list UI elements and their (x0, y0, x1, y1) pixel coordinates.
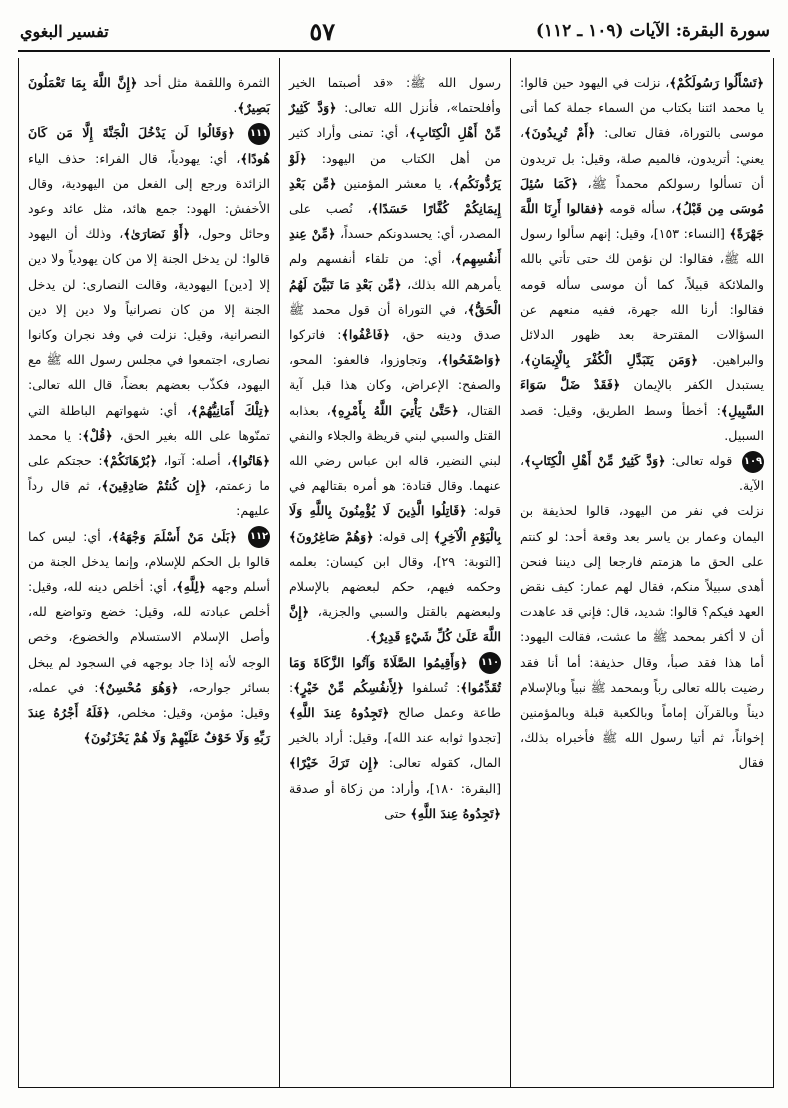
quran-quote: ﴿بُرْهَانَكُمْ﴾ (102, 453, 158, 469)
quran-quote: ﴿فَقَدْ ضَلَّ سَوَاءَ السَّبِيلِ﴾ (520, 377, 764, 418)
paragraph (28, 524, 270, 751)
quran-quote: ﴿تَسْأَلُوا رَسُولَكُمْ﴾ (669, 75, 764, 90)
quran-quote: ﴿إِنَّ اللَّهَ بِمَا تَعْمَلُونَ بَصِيرٌ﴾ (28, 75, 270, 116)
commentary-text (235, 125, 244, 140)
quran-quote: ﴿وَدَّ كَثِيرٌ مِّنْ أَهْلِ الْكِتَابِ﴾ (524, 453, 666, 469)
commentary-text: ، يعني: أتريدون، فالميم صلة، وقيل: بل تريدون أن تسألوا رسولكم محمداً ﷺ، (520, 125, 764, 191)
quran-quote: ﴿وَاصْفَحُوا﴾ (441, 352, 501, 368)
commentary-text: : تُسلفوا (404, 679, 461, 695)
commentary-text: [تجدوا ثوابه عند الله]، وقيل: أراد بالخير المال، كقوله تعالى: (289, 730, 501, 771)
page-number: ٥٧ (309, 16, 336, 46)
quran-quote: ﴿وَمَن يَتَبَدَّلِ الْكُفْرَ بِالْإِيمَانِ﴾ (524, 352, 699, 368)
commentary-text: ، أي: شهواتهم الباطلة التي تمنّوها على الله بغير الحق، (28, 402, 271, 443)
paragraph (520, 498, 764, 775)
commentary-text: . (233, 100, 238, 116)
quran-quote: ﴿أَوْ نَصَارَىٰ﴾ (123, 226, 191, 242)
verse-marker: ١١١ (248, 123, 270, 145)
quran-quote: ﴿فَلَهُ أَجْرُهُ عِندَ رَبِّهِ وَلَا خَوْفٌ عَلَيْهِمْ وَلَا هُمْ يَحْزَنُونَ﴾ (28, 705, 270, 746)
quran-quote: ﴿لِلَّهِ﴾ (176, 579, 206, 595)
commentary-text (237, 529, 244, 544)
quran-quote: ﴿فقالوا أَرِنَا اللَّهَ جَهْرَةً﴾ (520, 201, 765, 242)
commentary-text: إلى قوله: (373, 528, 434, 544)
commentary-text: : حجتكم على ما زعمتم، (28, 453, 270, 494)
quran-quote: ﴿لَوْ يَرُدُّونَكُم﴾ (289, 150, 501, 191)
paragraph (520, 448, 764, 498)
column-middle (279, 58, 511, 1087)
commentary-text: ، وتجاوزوا، فالعفو: المحو، والصفح: الإعراض، وكان هذا قبل آية القتال، (289, 352, 502, 418)
quran-quote: ﴿هَاتُوا﴾ (231, 453, 270, 469)
quran-quote: ﴿وَأَقِيمُوا الصَّلَاةَ وَآتُوا الزَّكَاةَ وَمَا تُقَدِّمُوا﴾ (289, 654, 501, 695)
commentary-text: الثمرة واللقمة مثل أحد (137, 75, 270, 90)
commentary-text: : أخطأ وسط الطريق، وقيل: قصد السبيل. (520, 402, 764, 443)
commentary-text: نزلت في نفر من اليهود، قالوا لحذيفة بن اليمان وعمار بن ياسر بعد وقعة أحد: لو كنتم على الحق ما هزمتم فارجعا إلى ديننا فنحن أهدى سبيلاً منكم، فقال لهم عمار: كيف نقض العهد فيكم؟ قالوا: شديد، قال: فإني قد عاهدت أن لا أكفر بمحمد ﷺ ما عشت، فقالت اليهود: أما هذا فقد صبأ، وقال حذيفة: أما أنا فقد رضيت بالله تعالى رباً وبمحمد ﷺ نبياً وبالإسلام ديناً وبالقرآن إماماً وبالكعبة قبلة وبالمؤمنين إخواناً، ثم أتيا رسول الله ﷺ فأخبراه بذلك، فقال (520, 503, 764, 771)
commentary-text: ، أي: أخلص دينه لله، وقيل: أخلص عبادته لله، وقيل: خضع وتواضع لله، وأصل الإسلام الاستسلام والخضوع، وخص الوجه لأنه إذا جاد بوجهه في السجود لم يبخل بسائر جوارحه، (28, 579, 270, 695)
quran-quote: ﴿حَتَّىٰ يَأْتِيَ اللَّهُ بِأَمْرِهِ﴾ (330, 402, 459, 418)
commentary-text: . (366, 629, 371, 645)
quran-quote: ﴿تَجِدُوهُ عِندَ اللَّهِ﴾ (410, 805, 501, 821)
commentary-text: [النساء: ١٥٣]، وقيل: إنهم سألوا رسول الله ﷺ، فقالوا: لن نؤمن لك حتى تأتي بالله والملائكة قبيلاً، كما أن موسى سأله قومه فقالوا: أرنا الله جهرة، ففيه منعهم عن السؤالات المقترحة بعد ظهور الدلائل والبراهين. (520, 226, 765, 368)
quran-quote: ﴿قَاتِلُوا الَّذِينَ لَا يُؤْمِنُونَ بِاللَّهِ وَلَا بِالْيَوْمِ الْآخِرِ﴾ (289, 503, 501, 544)
commentary-text: ، وذلك أن اليهود قالوا: لن يدخل الجنة إلا من كان يهودياً ولا دين إلا [دين] اليهودية، وقالت النصارى: لن يدخل الجنة إلا من كان نصرانياً ولا دين إلا دين النصرانية، وقيل: نزلت في وفد نجران وكانوا نصارى، اجتمعوا في مجلس رسول الله ﷺ مع اليهود، فكذّب بعضهم بعضاً، قال الله تعالى: (28, 226, 270, 393)
verse-marker: ١١٢ (248, 526, 270, 548)
commentary-text: : فاتركوا (289, 327, 342, 343)
commentary-text: قوله تعالى: (665, 453, 738, 469)
commentary-text: ، أي: تمنى وأراد كثير من أهل الكتاب من اليهود: (289, 125, 501, 166)
paragraph (28, 120, 270, 523)
commentary-text: رسول الله ﷺ: «قد أصبتما الخير وأفلحتما»، فأنزل الله تعالى: (289, 75, 501, 116)
commentary-text: [البقرة: ١٨٠]، وأراد: من زكاة أو صدقة (289, 780, 501, 796)
commentary-text: حتى (384, 805, 411, 821)
quran-quote: ﴿وَدَّ كَثِيرٌ مِّنْ أَهْلِ الْكِتَابِ﴾ (289, 100, 501, 141)
verse-marker: ١١٠ (479, 652, 501, 674)
commentary-text: ، أي: يهودياً، قال الفراء: حذف الياء الزائدة ورجع إلى الفعل من اليهودية، وقال الأخفش: الهود: جمع هائد، مثل عائد وعود وحائل وحول، (28, 150, 270, 242)
quran-quote: ﴿وَهُوَ مُحْسِنٌ﴾ (98, 679, 179, 695)
quran-quote: ﴿تَجِدُوهُ عِندَ اللَّهِ﴾ (289, 705, 390, 721)
quran-quote: ﴿وَقَالُوا لَن يَدْخُلَ الْجَنَّةَ إِلَّا مَن كَانَ هُودًا﴾ (28, 125, 270, 166)
paragraph (289, 70, 501, 650)
text-frame (18, 58, 774, 1088)
commentary-text: : طاعة وعمل صالح (289, 679, 501, 721)
quran-quote: ﴿إِن كُنتُمْ صَادِقِينَ﴾ (101, 478, 207, 494)
surah-verses-title: سورة البقرة: الآيات (١٠٩ ـ ١١٢) (535, 21, 770, 41)
commentary-text: [التوبة: ٢٩]، وقال ابن كيسان: بعلمه وحكمه فيهم، حكم لبعضهم بالإسلام ولبعضهم بالقتل والسبي والجزية، (289, 553, 502, 620)
quran-quote: ﴿إِنَّ اللَّهَ عَلَىٰ كُلِّ شَيْءٍ قَدِيرٌ﴾ (289, 604, 501, 645)
quran-quote: ﴿قُلْ﴾ (82, 427, 113, 443)
quran-quote: ﴿إِن تَرَكَ خَيْرًا﴾ (289, 755, 380, 771)
quran-quote: ﴿بَلَىٰ مَنْ أَسْلَمَ وَجْهَهُ﴾ (111, 528, 237, 544)
verse-marker: ١٠٩ (742, 451, 764, 473)
commentary-text (467, 655, 475, 670)
column-right (511, 58, 773, 1087)
commentary-text: ، سأله قومه (604, 201, 676, 217)
paragraph (28, 70, 270, 120)
quran-quote: ﴿مِّن بَعْدِ إِيمَانِكُمْ كُفَّارًا حَسَدًا﴾ (289, 175, 502, 217)
commentary-text: : في عمله، وقيل: مؤمن، وقيل: مخلص، (28, 679, 270, 721)
quran-quote: ﴿أَمْ تُرِيدُونَ﴾ (524, 125, 596, 141)
quran-quote: ﴿لِأَنفُسِكُم مِّنْ خَيْرٍ﴾ (293, 679, 405, 695)
commentary-text: ، في التوراة أن قول محمد ﷺ صدق ودينه حق، (289, 301, 502, 343)
commentary-text: ، نزلت في اليهود حين قالوا: يا محمد ائتنا بكتاب من السماء جملة كما أتى موسى بالتوراة، فقال تعالى: (520, 75, 764, 141)
commentary-text: ، يا معشر المؤمنين (336, 175, 453, 191)
quran-quote: ﴿تِلْكَ أَمَانِيُّهُمْ﴾ (191, 402, 270, 418)
commentary-text: ، أي: من تلقاء أنفسهم ولم يأمرهم الله بذلك، (289, 251, 501, 292)
commentary-text: ، نُصب على المصدر، أي: يحسدونكم حسداً، (289, 201, 501, 242)
quran-quote: ﴿مِّن بَعْدِ مَا تَبَيَّنَ لَهُمُ الْحَقُّ﴾ (289, 276, 501, 317)
column-left (19, 58, 279, 1087)
page-header (18, 12, 770, 52)
commentary-text: : يا محمد (28, 427, 83, 443)
commentary-text: ، بعذابه القتل والسبي لبني قريظة والجلاء والنفي لبني النضير، قاله ابن عباس رضي الله عنهما. وقال قتادة: هو أمره بقتالهم في قوله: (289, 402, 501, 519)
paragraph (289, 650, 501, 826)
quran-quote: ﴿فَاعْفُوا﴾ (341, 327, 391, 343)
quran-quote: ﴿وَهُمْ صَاغِرُونَ﴾ (289, 528, 374, 544)
quran-quote: ﴿كَمَا سُئِلَ مُوسَى مِن قَبْلُ﴾ (520, 175, 765, 217)
commentary-text: ، أي: ليس كما قالوا بل الحكم للإسلام، وإنما يدخل الجنة من أسلم وجهه (28, 528, 270, 595)
commentary-text: ، ثم قال رداً عليهم: (28, 478, 270, 519)
commentary-text: ، الآية. (520, 453, 764, 494)
quran-quote: ﴿مِّنْ عِندِ أَنفُسِهِم﴾ (289, 226, 501, 267)
commentary-text: ، أصله: آتوا، (157, 453, 232, 469)
commentary-text: ، يستبدل الكفر بالإيمان (520, 352, 764, 393)
book-title: تفسير البغوي (20, 21, 109, 41)
paragraph (520, 70, 764, 448)
